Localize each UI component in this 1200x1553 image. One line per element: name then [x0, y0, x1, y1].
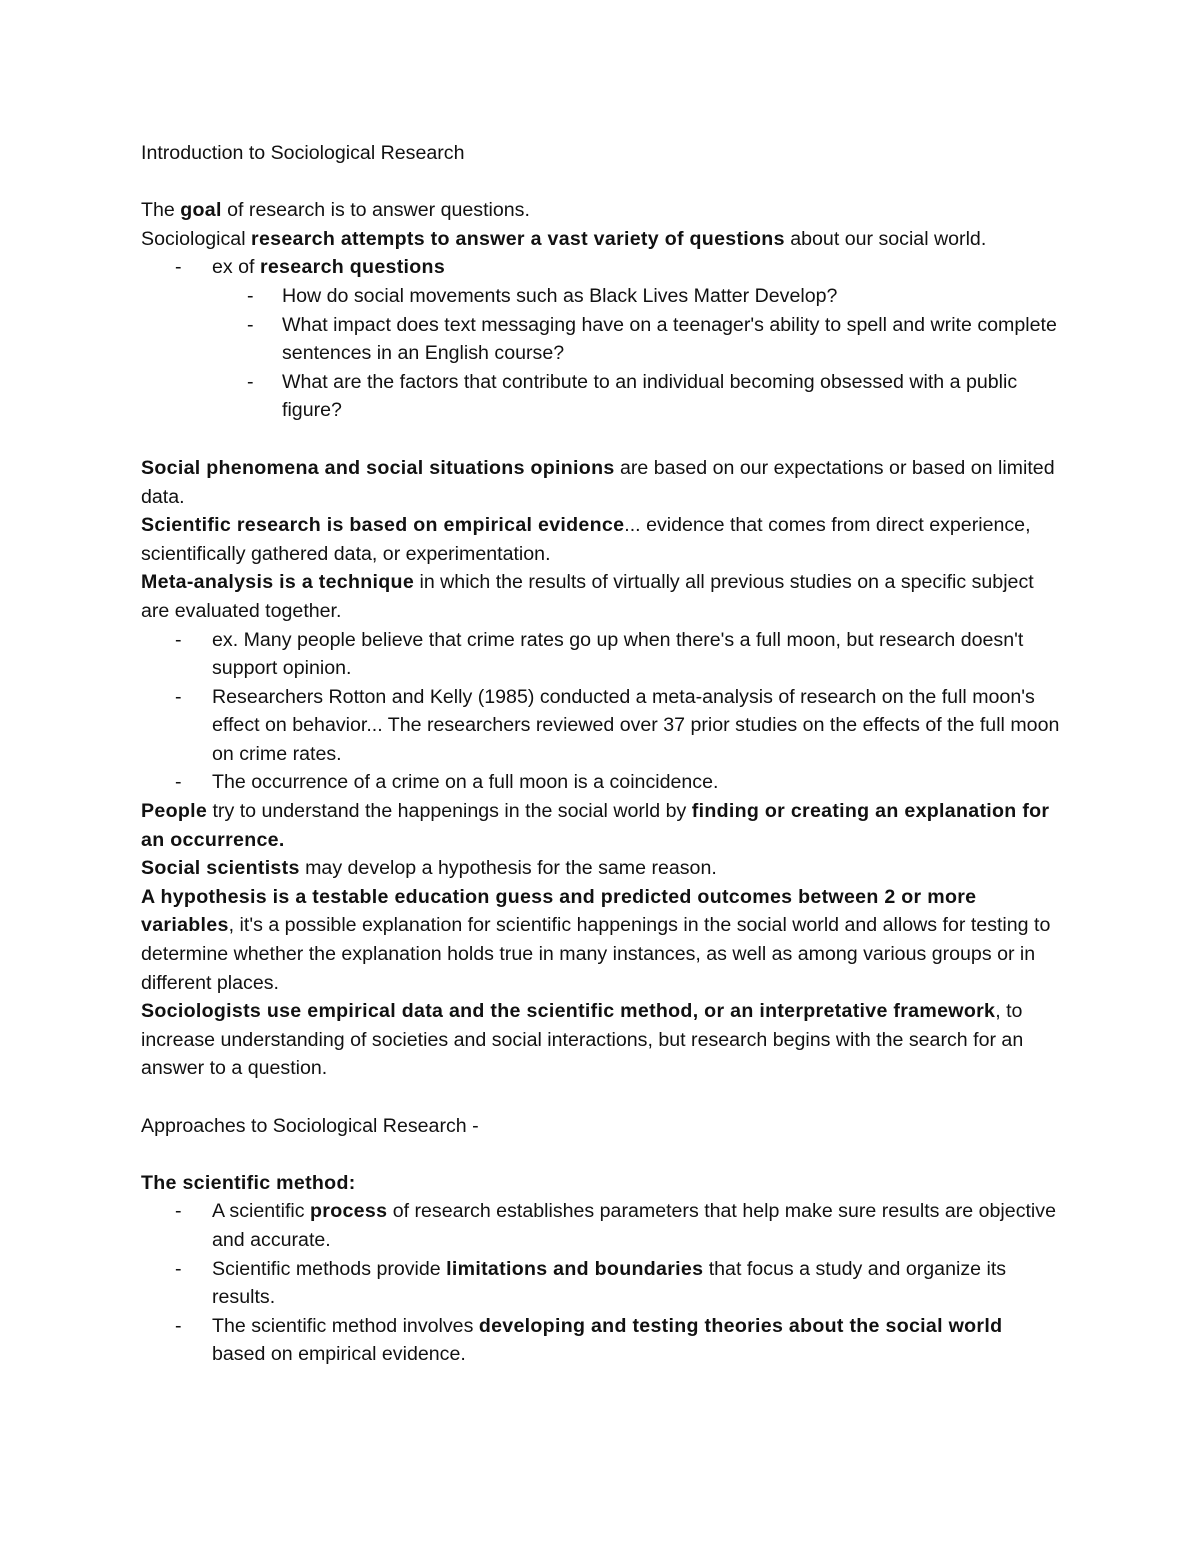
- spacer: [141, 425, 1061, 454]
- document-title: Introduction to Sociological Research: [141, 142, 465, 164]
- spacer: [141, 168, 1061, 197]
- bullet-dash: -: [175, 685, 182, 708]
- paragraph-hypothesis: A hypothesis is a testable education guess and predicted outcomes between 2 or more variables, it's a possible explanation for scientific happenings in the social world and allows for testing to determine whether the explanation holds true in many instances, as well as among various groups or in different places.: [141, 885, 1051, 994]
- paragraph-sociologists: Sociologists use empirical data and the scientific method, or an interpretative framework, to increase understanding of societies and social interactions, but research begins with the search for an answer to a question.: [141, 1000, 1024, 1080]
- list-item: - A scientific process of research establishes parameters that help make sure results are objective and accurate.: [141, 1197, 1061, 1254]
- list-item: - The scientific method involves developing and testing theories about the social world based on empirical evidence.: [141, 1312, 1061, 1369]
- section-heading-approaches: Approaches to Sociological Research -: [141, 1114, 479, 1137]
- bullet-dash: -: [247, 370, 254, 393]
- list-item-question: - What are the factors that contribute to an individual becoming obsessed with a public figure?: [141, 368, 1061, 425]
- bullet-dash: -: [175, 1200, 182, 1223]
- paragraph-meta-analysis: Meta-analysis is a technique in which the results of virtually all previous studies on a specific subject are evaluated together.: [141, 571, 1034, 622]
- bullet-dash: -: [175, 256, 182, 279]
- list-item: - Scientific methods provide limitations and boundaries that focus a study and organize its results.: [141, 1255, 1061, 1312]
- bullet-dash: -: [175, 1257, 182, 1280]
- bullet-dash: -: [175, 628, 182, 651]
- paragraph-social-phenomena: Social phenomena and social situations opinions are based on our expectations or based on limited data.: [141, 456, 1055, 508]
- bullet-dash: -: [247, 284, 254, 307]
- list-item: - Researchers Rotton and Kelly (1985) conducted a meta-analysis of research on the full moon's effect on behavior... The researchers reviewed over 37 prior studies on the effects of the full moon on crime rates.: [141, 683, 1061, 769]
- spacer: [141, 1140, 1061, 1169]
- list-item: - The occurrence of a crime on a full moon is a coincidence.: [141, 768, 1061, 797]
- list-item: - ex of research questions: [141, 253, 1061, 282]
- spacer: [141, 1083, 1061, 1112]
- list-item-question: - What impact does text messaging have on a teenager's ability to spell and write complete sentences in an English course?: [141, 311, 1061, 368]
- paragraph-scientific-research: Scientific research is based on empirical evidence... evidence that comes from direct experience, scientifically gathered data, or experimentation.: [141, 514, 1031, 565]
- section-heading-scientific-method: The scientific method:: [141, 1171, 356, 1194]
- paragraph-social-scientists: Social scientists may develop a hypothesis for the same reason.: [141, 857, 717, 880]
- bullet-dash: -: [247, 313, 254, 336]
- intro-research-line: Sociological research attempts to answer a vast variety of questions about our social world.: [141, 227, 987, 250]
- bullet-dash: -: [175, 1314, 182, 1337]
- bullet-dash: -: [175, 771, 182, 794]
- document-page: [141, 139, 1061, 1369]
- list-item-question: - How do social movements such as Black Lives Matter Develop?: [141, 282, 1061, 311]
- paragraph-people: People try to understand the happenings in the social world by finding or creating an explanation for an occurrence.: [141, 800, 1050, 851]
- list-item: - ex. Many people believe that crime rates go up when there's a full moon, but research doesn't support opinion.: [141, 626, 1061, 683]
- intro-goal-line: The goal of research is to answer questions.: [141, 199, 530, 222]
